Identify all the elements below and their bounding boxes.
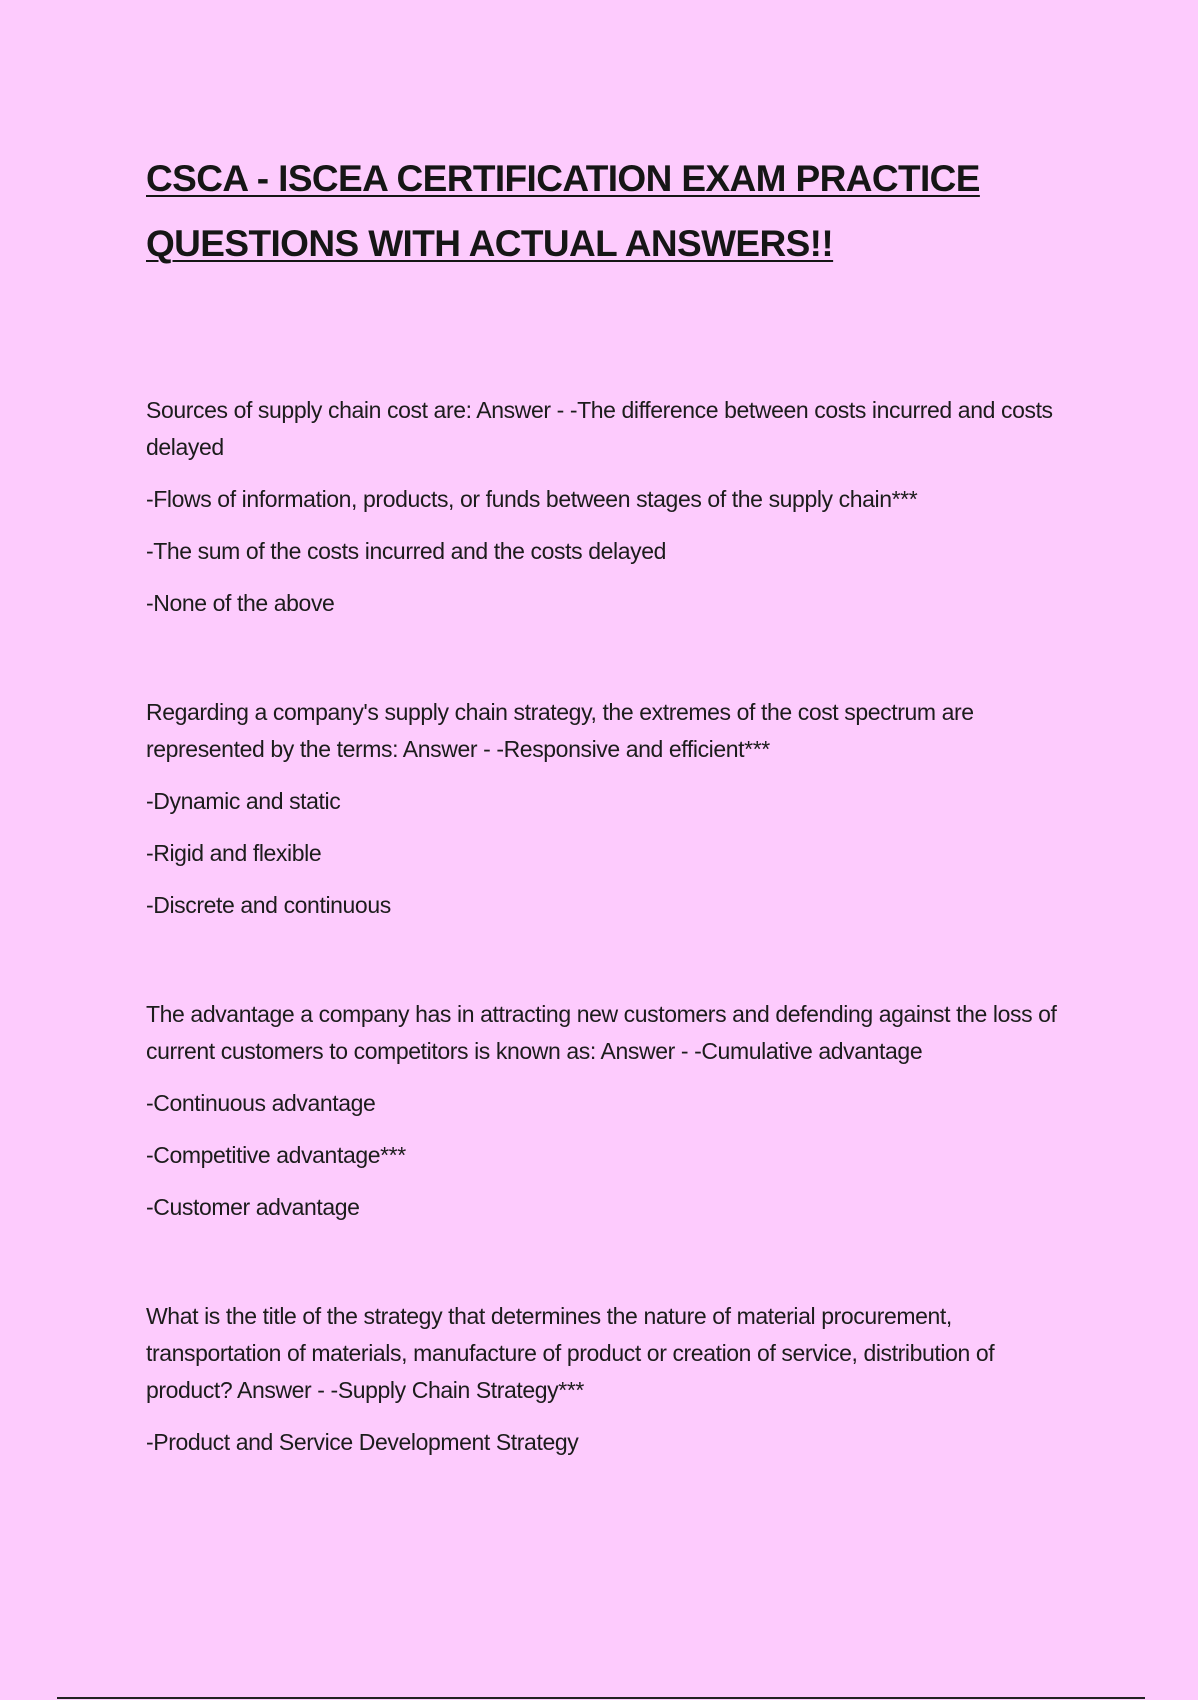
question-block [146,694,1066,924]
answer-option: -Discrete and continuous [146,892,391,918]
question-block [146,392,1066,622]
answer-option: -Customer advantage [146,1194,360,1220]
question-block [146,996,1066,1226]
question-list [146,392,1066,1461]
footer-divider [57,1697,1145,1699]
question-text: The advantage a company has in attracting new customers and defending against the loss of current customers to competitors is known as: Answer - -Cumulative advantage [146,1001,1057,1064]
answer-option: -None of the above [146,590,335,616]
question-text: Sources of supply chain cost are: Answer - -The difference between costs incurred and costs delayed [146,397,1053,460]
question-block [146,1298,1066,1461]
answer-option: -Product and Service Development Strategy [146,1429,579,1455]
question-text: Regarding a company's supply chain strategy, the extremes of the cost spectrum are represented by the terms: Answer - -Responsive and efficient*** [146,699,974,762]
answer-option: -Flows of information, products, or funds between stages of the supply chain*** [146,486,918,512]
question-text: What is the title of the strategy that determines the nature of material procurement, transportation of materials, manufacture of product or creation of service, distribution of product? Answer - -Supply Chain Strategy*** [146,1303,995,1403]
answer-option: -Competitive advantage*** [146,1142,406,1168]
answer-option: -The sum of the costs incurred and the costs delayed [146,538,666,564]
answer-option: -Continuous advantage [146,1090,376,1116]
page-title: CSCA - ISCEA CERTIFICATION EXAM PRACTICE QUESTIONS WITH ACTUAL ANSWERS!! [146,158,980,264]
answer-option: -Rigid and flexible [146,840,322,866]
answer-option: -Dynamic and static [146,788,341,814]
